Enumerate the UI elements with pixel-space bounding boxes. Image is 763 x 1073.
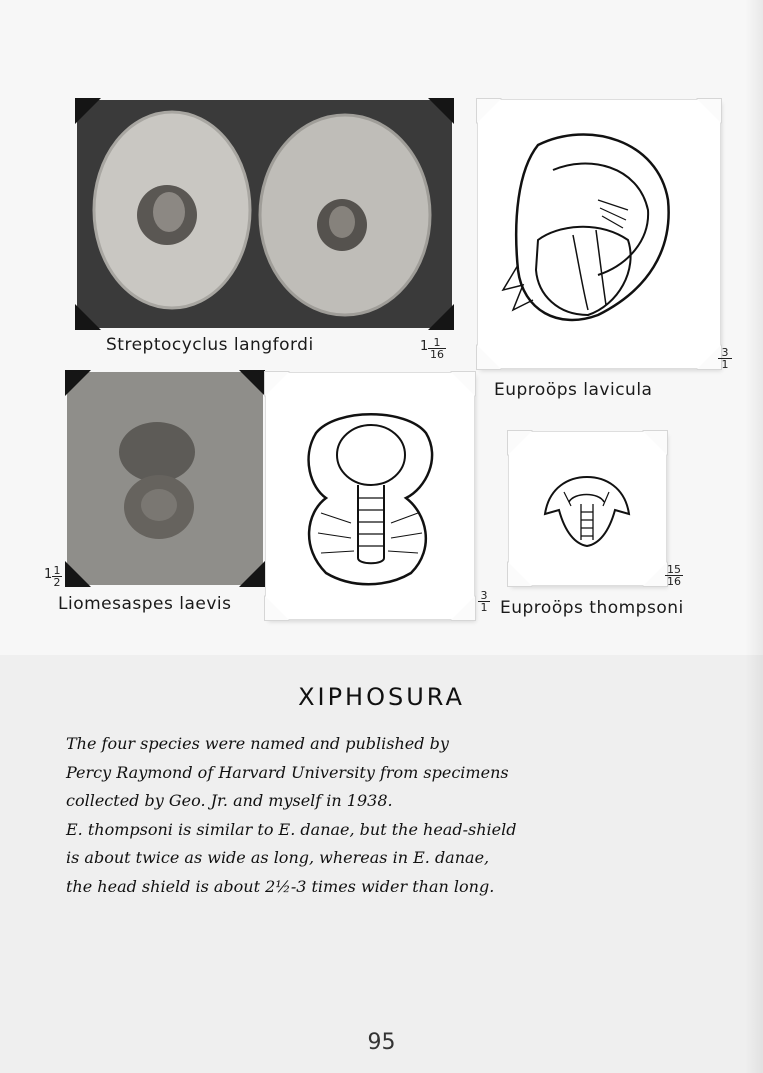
page-number: 95 (367, 1030, 396, 1055)
scale-fraction: $\frac{15}{16}$ (667, 563, 681, 588)
photo-streptocyclus-langfordi (77, 100, 452, 328)
trilobite-drawing (266, 373, 474, 619)
scale-fraction: 1 1 16 (420, 336, 444, 361)
specimen-label: Streptocyclus langfordi (106, 335, 314, 355)
specimen-label: Liomesaspes laevis (58, 594, 232, 614)
note-line: the head shield is about 2½-3 times wider than long. (66, 876, 495, 896)
drawing-euproops-thompsoni (509, 432, 666, 585)
note-line: E. thompsoni is similar to E. danae, but the head-shield (66, 819, 517, 839)
specimen-label: Euproöps lavicula (494, 380, 653, 400)
fossil-photo-image (77, 100, 452, 328)
handwritten-note (66, 730, 726, 901)
note-line: The four species were named and published by (66, 734, 449, 753)
note-line: collected by Geo. Jr. and myself in 1938. (66, 791, 393, 810)
drawing-liomesaspes-laevis (266, 373, 474, 619)
photo-liomesaspes-laevis (67, 372, 263, 585)
trilobite-drawing (509, 432, 666, 585)
page-title: XIPHOSURA (298, 683, 465, 711)
trilobite-drawing (478, 100, 720, 368)
note-line: Percy Raymond of Harvard University from specimens (66, 762, 509, 782)
drawing-euproops-lavicula (478, 100, 720, 368)
scale-fraction: $\frac{3}{1}$ (478, 590, 490, 613)
scale-fraction: 1 1 2 (44, 564, 61, 589)
note-line: is about twice as wide as long, whereas in E. danae, (66, 848, 490, 867)
fossil-photo-image (67, 372, 263, 585)
specimen-label: Euproöps thompsoni (500, 598, 684, 618)
scale-fraction: $\frac{3}{1}$ (718, 347, 732, 370)
page-edge-shadow (745, 0, 763, 1073)
